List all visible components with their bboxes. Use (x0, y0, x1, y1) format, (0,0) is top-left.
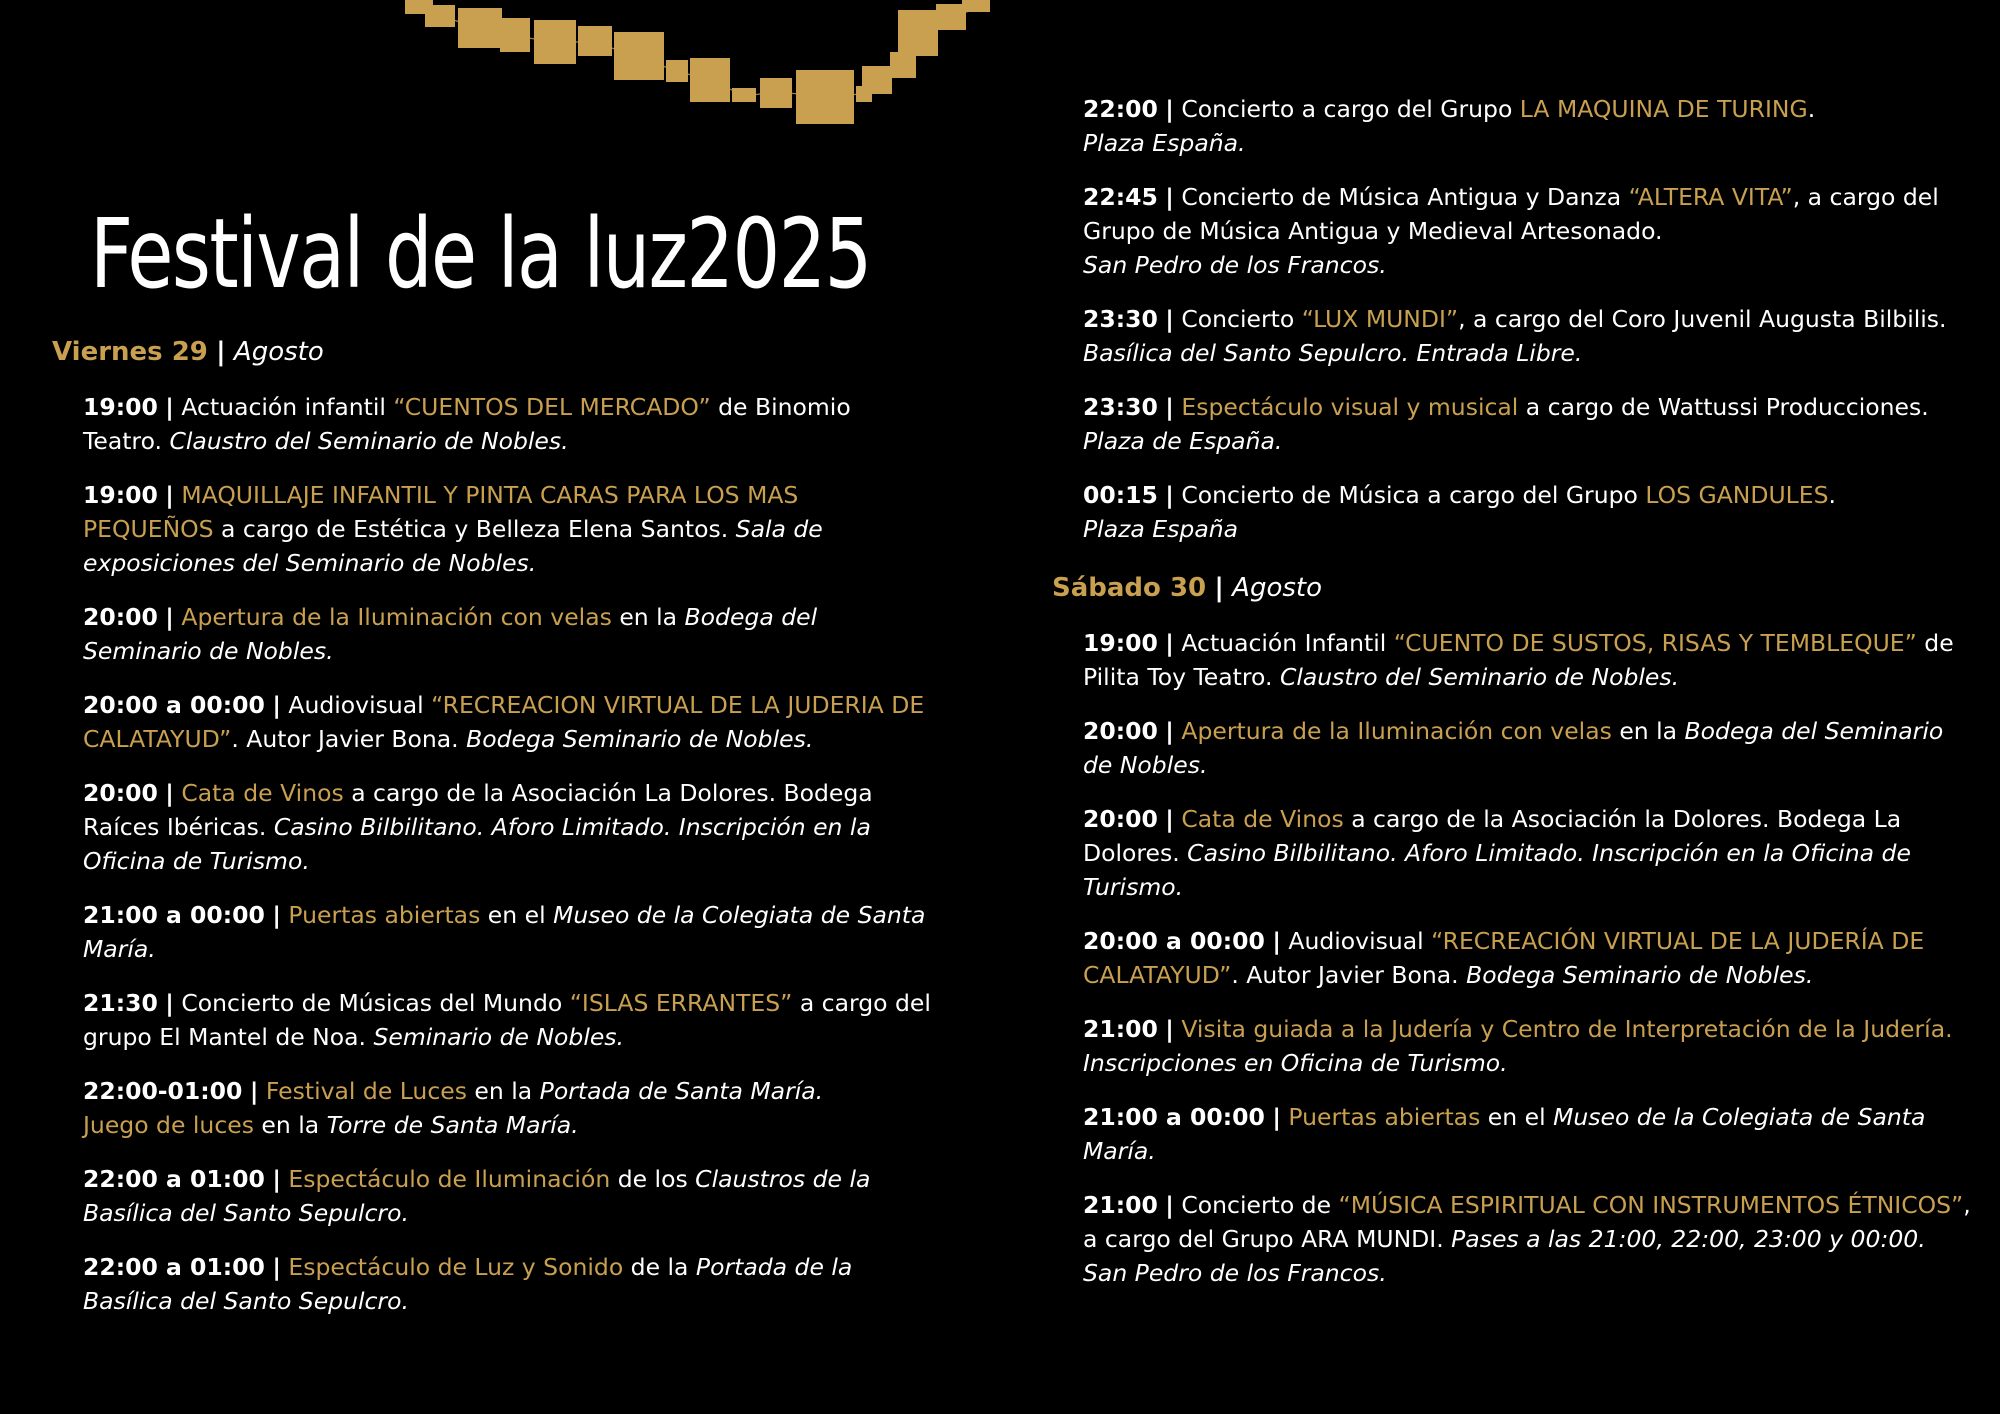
event-text: Actuación Infantil (1181, 629, 1394, 657)
event-highlight: Apertura de la Iluminación con velas (1181, 717, 1612, 745)
event-list (1052, 626, 1972, 1290)
event-text: a cargo de la Asociación la Dolores. Bodega La Dolores. (1083, 805, 1902, 867)
event-highlight: “CUENTO DE SUSTOS, RISAS Y TEMBLEQUE” (1393, 629, 1917, 657)
event-venue: Claustros de la Basílica del Santo Sepulcro. (83, 1165, 871, 1227)
event-text: . Autor Javier Bona. (1231, 961, 1467, 989)
event-time: 21:00 (1083, 1015, 1158, 1043)
event-highlight: “CUENTOS DEL MERCADO” (393, 393, 711, 421)
event-separator: | (1165, 717, 1174, 745)
event-venue: Portada de Santa María. (539, 1077, 824, 1105)
event-highlight: “LUX MUNDI” (1301, 305, 1459, 333)
event-text: Audiovisual (1288, 927, 1432, 955)
event-text: de la (623, 1253, 696, 1281)
event-item (1083, 924, 1972, 992)
event-separator: | (1272, 1103, 1281, 1131)
day-header (1052, 570, 1972, 606)
event-highlight: Espectáculo visual y musical (1181, 393, 1519, 421)
event-highlight: Puertas abiertas (288, 901, 481, 929)
event-item (1083, 180, 1972, 282)
event-item (1083, 1100, 1972, 1168)
event-time: 22:00 a 01:00 (83, 1165, 265, 1193)
event-separator: | (1165, 95, 1174, 123)
event-venue: Claustro del Seminario de Nobles. (1279, 663, 1680, 691)
event-text: en el (480, 901, 554, 929)
event-text: , a cargo del Grupo ARA MUNDI. (1083, 1191, 1971, 1253)
event-text: en la (611, 603, 685, 631)
day-name: Viernes 29 (52, 337, 208, 367)
event-highlight: Espectáculo de Luz y Sonido (288, 1253, 624, 1281)
event-venue: Bodega del Seminario de Nobles. (83, 603, 818, 665)
event-separator: | (249, 1077, 259, 1105)
event-highlight: Cata de Vinos (181, 779, 344, 807)
event-separator: | (1165, 305, 1174, 333)
event-text: . (1828, 481, 1837, 509)
event-venue: Sala de exposiciones del Seminario de Nobles. (83, 515, 823, 577)
event-text: , a cargo del Coro Juvenil Augusta Bilbilis. (1458, 305, 1947, 333)
day-name: Sábado 30 (1052, 573, 1207, 603)
program-column-left (52, 334, 932, 1338)
event-separator: | (272, 691, 281, 719)
event-venue: Plaza España (1083, 515, 1239, 543)
event-venue: Basílica del Santo Sepulcro. Entrada Libre. (1083, 339, 1583, 367)
event-venue: Inscripciones en Oficina de Turismo. (1083, 1049, 1508, 1077)
event-highlight: “MÚSICA ESPIRITUAL CON INSTRUMENTOS ÉTNICOS” (1338, 1191, 1964, 1219)
event-separator: | (1165, 183, 1174, 211)
event-text: en la (466, 1077, 540, 1105)
event-item (1083, 302, 1972, 370)
event-text: Audiovisual (288, 691, 432, 719)
event-highlight: Visita guiada a la Judería y Centro de Interpretación de la Judería. (1181, 1015, 1953, 1043)
event-highlight: Cata de Vinos (1181, 805, 1344, 833)
event-item (1083, 390, 1972, 458)
event-time: 20:00 (1083, 717, 1158, 745)
event-item (1083, 1188, 1972, 1290)
event-item (83, 1162, 932, 1230)
event-venue: Claustro del Seminario de Nobles. (169, 427, 569, 455)
event-text: en el (1480, 1103, 1554, 1131)
event-venue: Museo de la Colegiata de Santa María. (83, 901, 926, 963)
event-time: 20:00 a 00:00 (83, 691, 265, 719)
event-item (83, 1250, 932, 1318)
event-time: 22:45 (1083, 183, 1158, 211)
event-item (83, 390, 932, 458)
event-separator: | (272, 901, 281, 929)
event-item (1083, 802, 1972, 904)
event-item (83, 986, 932, 1054)
event-separator: | (165, 603, 174, 631)
event-time: 22:00-01:00 (83, 1077, 243, 1105)
event-text: Concierto de (1181, 1191, 1339, 1219)
event-highlight: Puertas abiertas (1288, 1103, 1481, 1131)
event-separator: | (165, 779, 174, 807)
day-month: Agosto (233, 337, 324, 367)
event-time: 21:00 a 00:00 (1083, 1103, 1265, 1131)
event-time: 23:30 (1083, 305, 1158, 333)
event-text: Concierto de Música Antigua y Danza (1181, 183, 1629, 211)
event-venue: Casino Bilbilitano. Aforo Limitado. Inscripción en la Oficina de Turismo. (1083, 839, 1911, 901)
event-text: a cargo de Wattussi Producciones. (1518, 393, 1929, 421)
event-venue: San Pedro de los Francos. (1083, 251, 1387, 279)
event-time: 21:30 (83, 989, 158, 1017)
event-separator: | (165, 481, 174, 509)
event-text: Concierto (1181, 305, 1302, 333)
event-separator: | (1272, 927, 1281, 955)
event-highlight: “RECREACION VIRTUAL DE LA JUDERIA DE CALATAYUD” (83, 691, 925, 753)
event-item (1083, 478, 1972, 546)
day-header (52, 334, 932, 370)
event-separator: | (1165, 805, 1174, 833)
page-title: Festival de la luz2025 (90, 198, 871, 310)
event-venue: Portada de la Basílica del Santo Sepulcro. (83, 1253, 853, 1315)
day-separator: | (216, 337, 226, 367)
event-venue: Plaza España. (1083, 129, 1246, 157)
event-item (1083, 1012, 1972, 1080)
event-highlight: “RECREACIÓN VIRTUAL DE LA JUDERÍA DE CALATAYUD” (1083, 927, 1925, 989)
event-venue: Seminario de Nobles. (373, 1023, 625, 1051)
event-text: en la (253, 1111, 327, 1139)
event-item (83, 478, 932, 580)
event-text: a cargo del grupo El Mantel de Noa. (83, 989, 931, 1051)
event-text: Concierto de Música a cargo del Grupo (1181, 481, 1646, 509)
event-item (83, 688, 932, 756)
event-time: 19:00 (83, 481, 158, 509)
event-list (1052, 92, 1972, 546)
day-separator: | (1214, 573, 1224, 603)
golden-squares-garland (0, 0, 1000, 130)
event-time: 22:00 (1083, 95, 1158, 123)
event-highlight: LA MAQUINA DE TURING (1519, 95, 1808, 123)
event-highlight: Juego de luces (83, 1111, 254, 1139)
event-venue: Bodega del Seminario de Nobles. (1083, 717, 1944, 779)
event-separator: | (1165, 1015, 1174, 1043)
event-text: Concierto a cargo del Grupo (1181, 95, 1520, 123)
event-venue: Museo de la Colegiata de Santa María. (1083, 1103, 1926, 1165)
event-time: 21:00 (1083, 1191, 1158, 1219)
event-text: . Autor Javier Bona. (231, 725, 467, 753)
event-item (83, 600, 932, 668)
event-highlight: LOS GANDULES (1645, 481, 1829, 509)
event-venue: Torre de Santa María. (326, 1111, 579, 1139)
event-time: 21:00 a 00:00 (83, 901, 265, 929)
event-time: 22:00 a 01:00 (83, 1253, 265, 1281)
event-list (52, 390, 932, 1318)
event-separator: | (1165, 629, 1174, 657)
event-venue: Plaza de España. (1083, 427, 1283, 455)
event-time: 19:00 (83, 393, 158, 421)
event-highlight: “ISLAS ERRANTES” (569, 989, 793, 1017)
event-time: 20:00 (83, 779, 158, 807)
event-text: de Binomio Teatro. (83, 393, 851, 455)
event-highlight: MAQUILLAJE INFANTIL Y PINTA CARAS PARA LOS MAS PEQUEÑOS (83, 481, 799, 543)
event-time: 20:00 a 00:00 (1083, 927, 1265, 955)
event-time: 19:00 (1083, 629, 1158, 657)
event-text: a cargo de la Asociación La Dolores. Bodega Raíces Ibéricas. (83, 779, 873, 841)
event-item (83, 776, 932, 878)
event-highlight: Apertura de la Iluminación con velas (181, 603, 612, 631)
event-time: 23:30 (1083, 393, 1158, 421)
event-text: Actuación infantil (181, 393, 394, 421)
event-venue: Bodega Seminario de Nobles. (466, 725, 814, 753)
event-time: 20:00 (83, 603, 158, 631)
event-text: , a cargo del Grupo de Música Antigua y Medieval Artesonado. (1083, 183, 1939, 245)
event-time: 00:15 (1083, 481, 1158, 509)
event-text: en la (1611, 717, 1685, 745)
event-text: . (1807, 95, 1816, 123)
event-highlight: Espectáculo de Iluminación (288, 1165, 611, 1193)
event-separator: | (1165, 481, 1174, 509)
event-highlight: Festival de Luces (265, 1077, 467, 1105)
event-separator: | (272, 1253, 281, 1281)
event-venue: Bodega Seminario de Nobles. (1466, 961, 1814, 989)
event-separator: | (1165, 393, 1174, 421)
event-venue: Casino Bilbilitano. Aforo Limitado. Inscripción en la Oficina de Turismo. (83, 813, 871, 875)
event-text: de Pilita Toy Teatro. (1083, 629, 1954, 691)
event-separator: | (165, 393, 174, 421)
day-month: Agosto (1232, 573, 1323, 603)
event-separator: | (165, 989, 174, 1017)
event-text: Concierto de Músicas del Mundo (181, 989, 570, 1017)
event-highlight: “ALTERA VITA” (1628, 183, 1793, 211)
event-time: 20:00 (1083, 805, 1158, 833)
event-item (83, 1074, 932, 1142)
event-separator: | (1165, 1191, 1174, 1219)
event-separator: | (272, 1165, 281, 1193)
event-text: a cargo de Estética y Belleza Elena Santos. (213, 515, 736, 543)
event-item (1083, 714, 1972, 782)
program-column-right (1052, 92, 1972, 1310)
event-item (1083, 626, 1972, 694)
event-venue: Pases a las 21:00, 22:00, 23:00 y 00:00. San Pedro de los Francos. (1083, 1225, 1926, 1287)
event-item (83, 898, 932, 966)
event-item (1083, 92, 1972, 160)
event-text: de los (610, 1165, 696, 1193)
